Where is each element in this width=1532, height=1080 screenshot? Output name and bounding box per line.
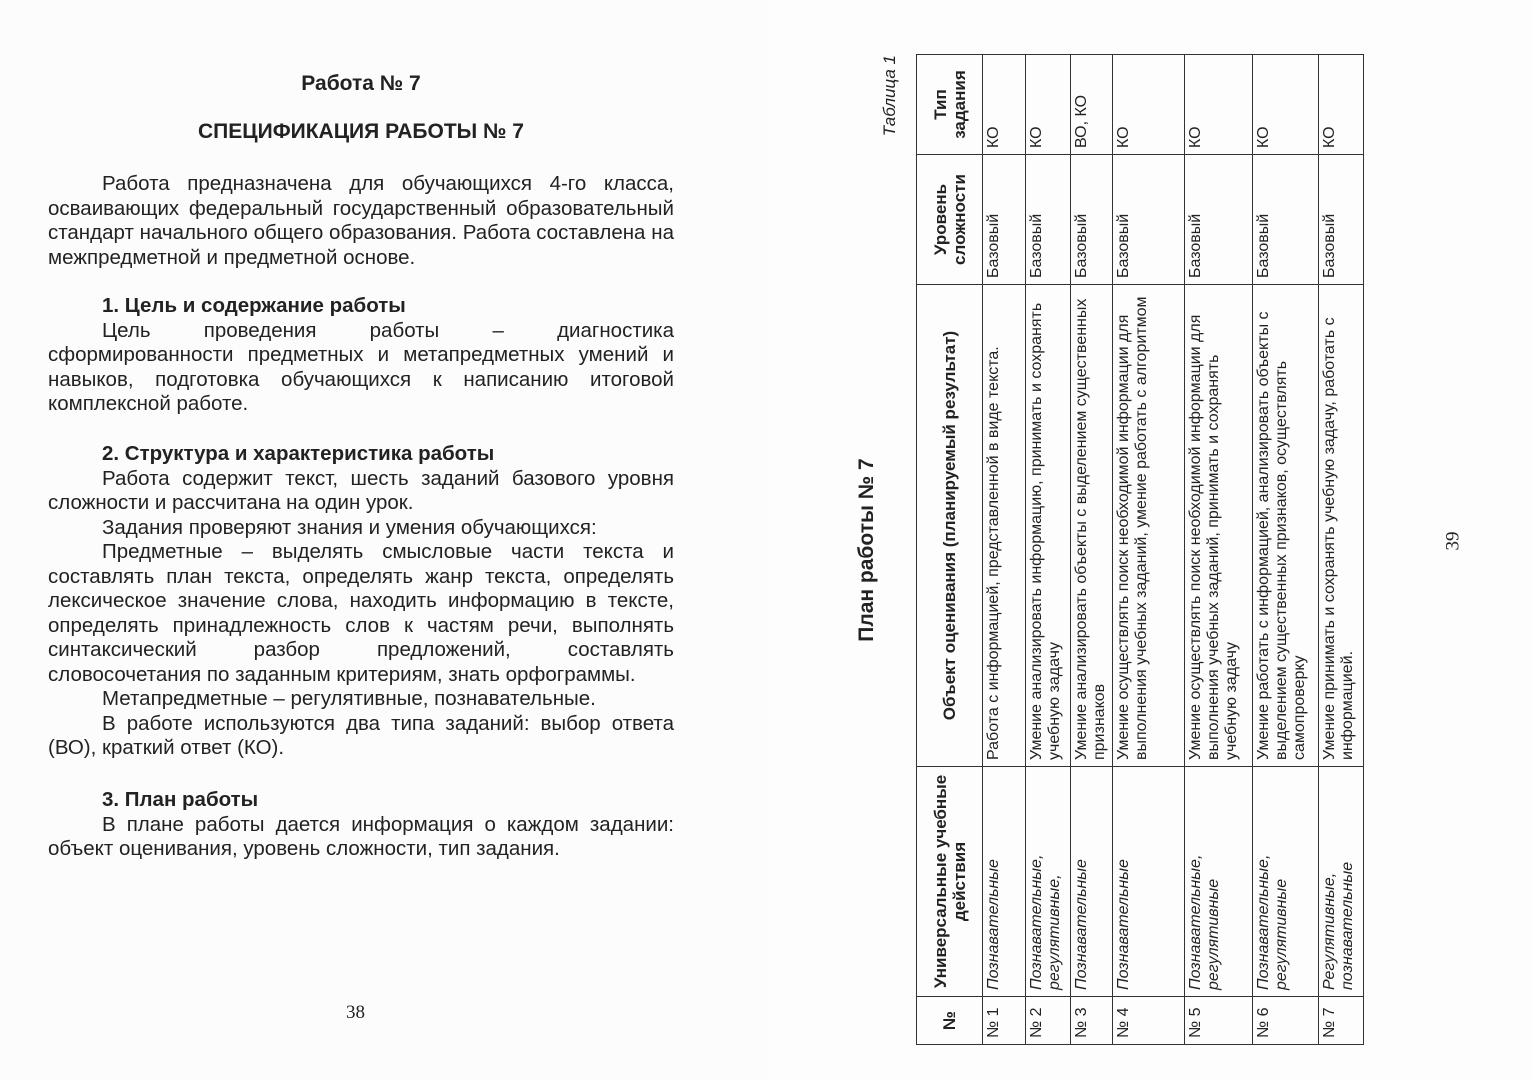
rotated-plan-content [852,55,1356,1045]
row-type: КО [1253,55,1319,155]
work-title: Работа № 7 [301,72,421,95]
row-uud: Познавательные, регулятивные, [1026,767,1071,997]
row-object: Умение работать с информацией, анализировать объекты с выделением существенных признаков, осуществлять самопроверку [1253,285,1319,767]
section-2-heading: 2. Структура и характеристика работы [102,442,495,465]
row-num: № 6 [1253,997,1319,1045]
row-type: КО [1026,55,1071,155]
table-row [1026,55,1071,1045]
section-2-p4: Метапредметные – регулятивные, познавательные. [102,687,596,710]
row-level: Базовый [1253,155,1319,285]
row-num: № 1 [983,997,1026,1045]
row-num: № 5 [1185,997,1253,1045]
spec-title: СПЕЦИФИКАЦИЯ РАБОТЫ № 7 [198,120,524,143]
row-type: ВО, КО [1071,55,1113,155]
row-type: КО [1113,55,1185,155]
row-object: Работа с информацией, представленной в виде текста. [983,285,1026,767]
section-1 [48,294,674,417]
table-row [983,55,1026,1045]
section-3-text: В плане работы дается информация о каждом задании: объект оценивания, уровень сложности, тип задания. [48,812,674,860]
header-object: Объект оценивания (планируемый результат) [917,285,983,767]
row-type: КО [1319,55,1364,155]
row-level: Базовый [1071,155,1113,285]
intro-block [48,172,674,270]
row-num: № 2 [1026,997,1071,1045]
section-1-heading: 1. Цель и содержание работы [102,294,406,317]
row-level: Базовый [983,155,1026,285]
section-3 [48,788,674,862]
row-uud: Познавательные [1071,767,1113,997]
row-uud: Познавательные, регулятивные [1253,767,1319,997]
table-header-row [917,55,983,1045]
row-num: № 3 [1071,997,1113,1045]
header-num: № [917,997,983,1045]
row-object: Умение принимать и сохранять учебную задачу, работать с информацией. [1319,285,1364,767]
section-2 [48,442,674,761]
row-num: № 7 [1319,997,1364,1045]
row-num: № 4 [1113,997,1185,1045]
plan-title: План работы № 7 [855,458,878,642]
table-row [1071,55,1113,1045]
table-row [1253,55,1319,1045]
header-type: Тип задания [917,55,983,155]
row-uud: Познавательные [983,767,1026,997]
row-uud: Познавательные [1113,767,1185,997]
table-row [1185,55,1253,1045]
row-type: КО [1185,55,1253,155]
row-object: Умение осуществлять поиск необходимой информации для выполнения учебных заданий, умение работать с алгоритмом [1113,285,1185,767]
row-object: Умение анализировать информацию, принимать и сохранять учебную задачу [1026,285,1071,767]
plan-table [916,54,1364,1045]
row-level: Базовый [1026,155,1071,285]
row-level: Базовый [1319,155,1364,285]
row-object: Умение осуществлять поиск необходимой информации для выполнения учебных заданий, принимать и сохранять учебную задачу [1185,285,1253,767]
header-level: Уровень сложности [917,155,983,285]
section-2-p3: Предметные – выделять смысловые части текста и составлять план текста, определять жанр текста, определять лексическое значение слова, находить информацию в тексте, определять принадлежность слов к частям речи, выполнять синтаксический разбор предложений, составлять словосочетания по заданным критериям, знать орфограммы. [48,540,674,686]
row-object: Умение анализировать объекты с выделением существенных признаков [1071,285,1113,767]
intro-paragraph: Работа предназначена для обучающихся 4-го класса, осваивающих федеральный государственный образовательный стандарт начального общего образования. Работа составлена на межпредметной и предметной основе. [48,172,674,269]
table-label: Таблица 1 [880,55,899,137]
section-1-text: Цель проведения работы – диагностика сформированности предметных и метапредметных умений и навыков, подготовка обучающихся к написанию итоговой комплексной работе. [48,318,674,415]
table-row [1113,55,1185,1045]
row-uud: Регулятивные, познавательные [1319,767,1364,997]
row-type: КО [983,55,1026,155]
section-2-p1: Работа содержит текст, шесть заданий базового уровня сложности и рассчитана на один урок. [48,466,674,514]
header-uud: Универсальные учебные действия [917,767,983,997]
section-3-heading: 3. План работы [102,788,259,811]
section-2-p5: В работе используются два типа заданий: выбор ответа (ВО), краткий ответ (КО). [48,711,674,759]
section-2-p2: Задания проверяют знания и умения обучающихся: [102,515,597,539]
row-level: Базовый [1113,155,1185,285]
row-uud: Познавательные, регулятивные [1185,767,1253,997]
table-row [1319,55,1364,1045]
page-number-left: 38 [346,1002,365,1023]
page-number-right: 39 [1442,531,1464,551]
row-level: Базовый [1185,155,1253,285]
